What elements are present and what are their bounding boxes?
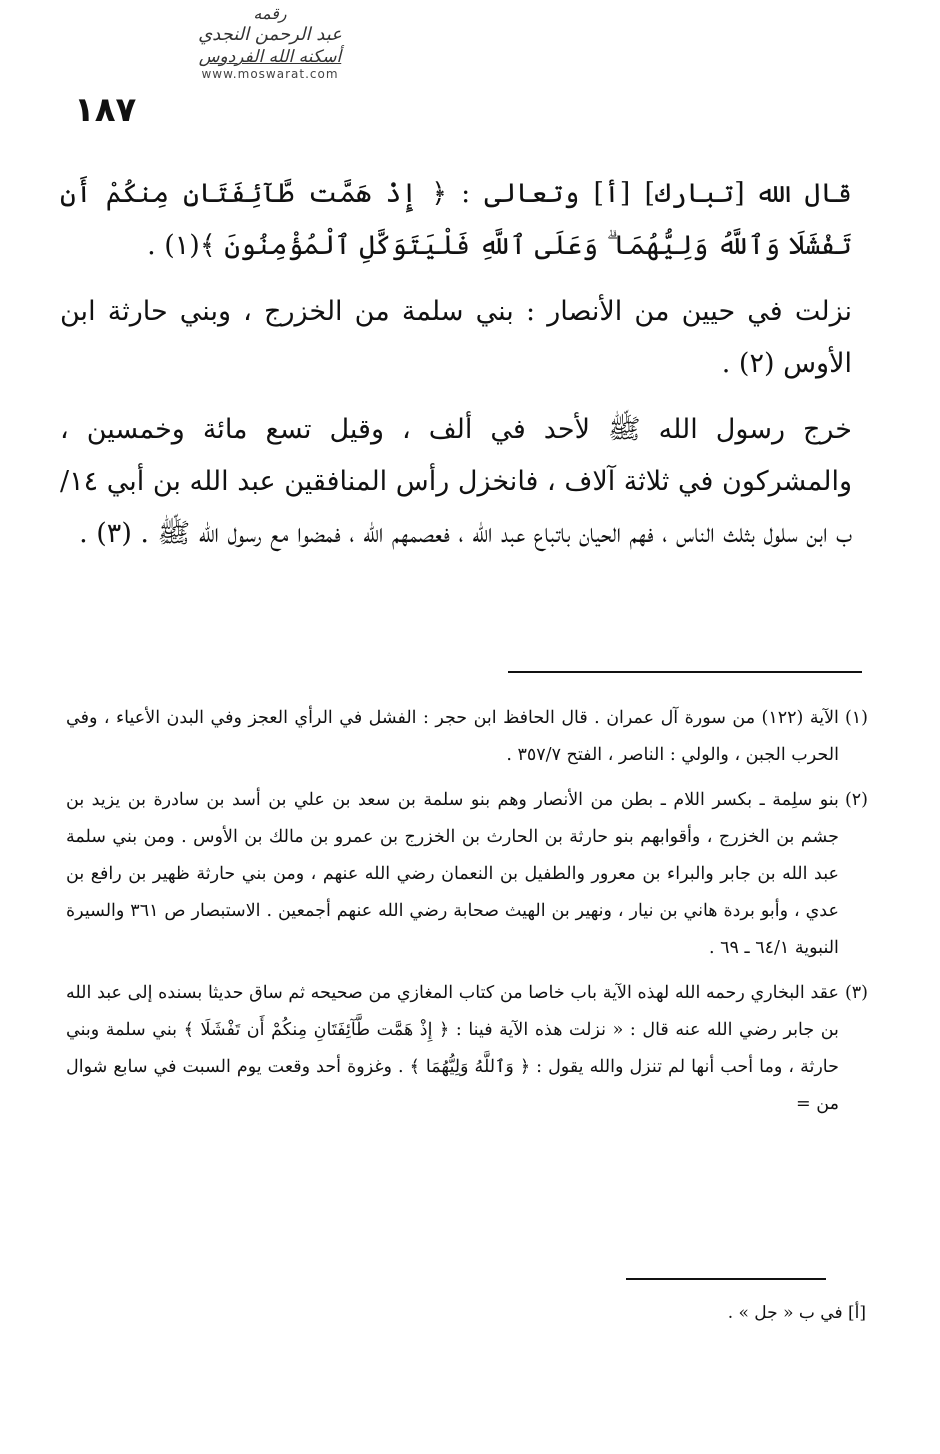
stamp-line-3: أسكنه الله الفردوس: [198, 47, 342, 67]
footnote-number: (٣): [844, 983, 868, 1003]
stamp-website: www.moswarat.com: [201, 67, 339, 81]
footnote-3: [66, 975, 868, 1123]
footnote-2: [66, 782, 868, 967]
footnotes: [66, 700, 868, 1131]
footnote-text: الآية (١٢٢) من سورة آل عمران . قال الحافظ ابن حجر : الفشل في الرأي العجز وفي البدن الأعياء ، وفي الحرب الجبن ، والولي : الناصر ، الفتح ٣٥٧/٧ .: [66, 708, 839, 765]
page-number: ١٨٧: [74, 90, 137, 130]
footnote-divider: [508, 671, 862, 673]
footnote-number: (١): [844, 708, 868, 728]
owner-stamp: [150, 4, 390, 88]
footnote-text: عقد البخاري رحمه الله لهذه الآية باب خاصا من كتاب المغازي من صحيحه ثم ساق حديثا بسنده إلى عبد الله بن جابر رضي الله عنه قال : « نزلت هذه الآية فينا : ﴿ إِذْ هَمَّت طَّآئِفَتَانِ مِنكُمْ أَن تَفْشَلَا ﴾ بني سلمة وبني حارثة ، وما أحب أنها لم تنزل والله يقول : ﴿ وَٱللَّهُ وَلِيُّهُمَا ﴾ . وغزوة أحد وقعت يوم السبت في سابع شوال من =: [66, 983, 839, 1114]
main-paragraph-1: قال الله [تبارك] [أ] وتعالى : ﴿ إِذْ هَمَّت طَّآئِفَتَانِ مِنكُمْ أَن تَفْشَلَا وَٱللَّهُ وَلِيُّهُمَا ۗ وَعَلَى ٱللَّهِ فَلْيَتَوَكَّلِ ٱلْمُؤْمِنُونَ ﴾(١) .: [60, 178, 852, 261]
footnote-1: [66, 700, 868, 774]
footnote-number: (٢): [844, 790, 868, 810]
editor-note-divider: [626, 1278, 826, 1280]
editor-note: [أ] في ب « جل » .: [727, 1303, 866, 1323]
stamp-line-1: رقمه: [253, 4, 287, 23]
main-text: [60, 168, 852, 574]
main-paragraph-3: خرج رسول الله ﷺ لأحد في ألف ، وقيل تسع مائة وخمسين ، والمشركون في ثلاثة آلاف ، فانخزل رأس المنافقين عبد الله بن أبي ١٤/ب ابن سلول بثلث الناس ، فهم الحيان باتباع عبد الله ، فعصمهم الله ، فمضوا مع رسول الله ﷺ . (٣) .: [60, 414, 852, 549]
main-paragraph-2: نزلت في حيين من الأنصار : بني سلمة من الخزرج ، وبني حارثة ابن الأوس (٢) .: [60, 296, 852, 379]
footnote-text: بنو سلِمة ـ بكسر اللام ـ بطن من الأنصار وهم بنو سلمة بن سعد بن علي بن أسد بن سادرة بن يزيد بن جشم بن الخزرج ، وأقوابهم بنو حارثة بن الحارث بن الخزرج بن عمرو بن مالك بن الأوس . ومن بني سلمة عبد الله بن جابر والبراء بن معرور والطفيل بن النعمان رضي الله عنهم ، ومن بني حارثة ظهير بن رافع بن عدي ، وأبو بردة هاني بن نيار ، ونهير بن الهيث صحابة رضي الله عنهم أجمعين . الاستبصار ص ٣٦١ والسيرة النبوية ٦٤/١ ـ ٦٩ .: [66, 790, 839, 958]
stamp-line-2: عبد الرحمن النجدي: [198, 24, 342, 45]
